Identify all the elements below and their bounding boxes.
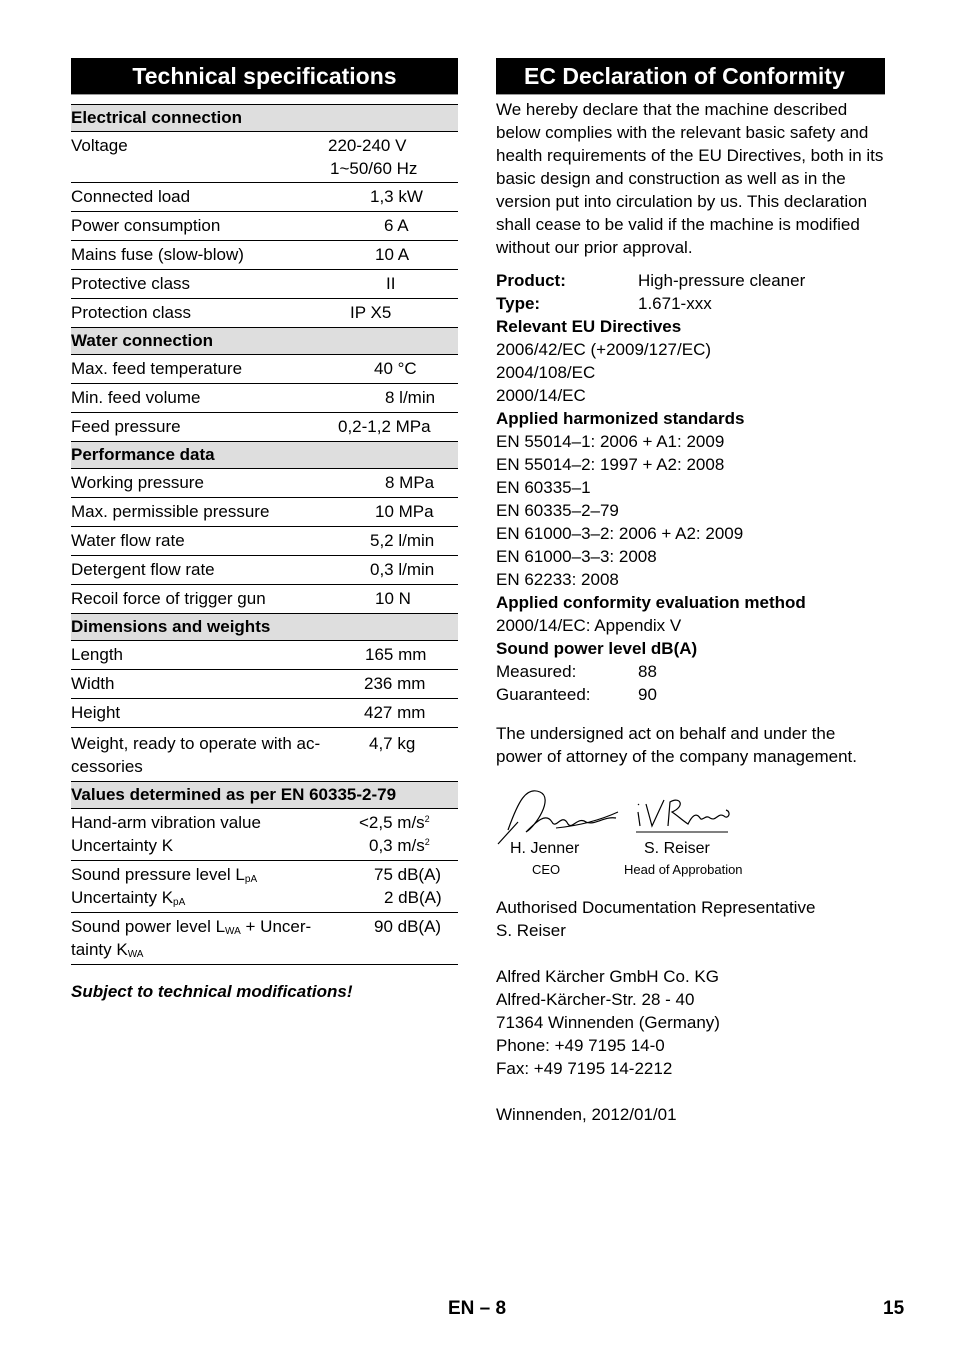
footer-language-code: EN – 8 bbox=[448, 1298, 507, 1319]
row-value: II bbox=[386, 274, 396, 293]
table-row bbox=[71, 241, 458, 270]
standard-item: EN 61000–3–3: 2008 bbox=[496, 547, 657, 566]
standard-item: EN 60335–1 bbox=[496, 478, 591, 497]
label-subscript: WA bbox=[127, 949, 144, 960]
row-label: Water flow rate bbox=[71, 531, 185, 550]
section-header: Values determined as per EN 60335-2-79 bbox=[71, 782, 458, 809]
row-label-continued: cessories bbox=[71, 757, 143, 776]
undersigned-statement: The undersigned act on behalf and under the power of attorney of the company management. bbox=[496, 724, 857, 766]
signer-name: S. Reiser bbox=[644, 840, 710, 857]
method-heading: Applied conformity evaluation method bbox=[496, 593, 806, 612]
row-label: Protection class bbox=[71, 303, 191, 322]
label-text: + Uncer- bbox=[240, 917, 312, 936]
row-value-secondary bbox=[369, 834, 430, 857]
row-value: 10 A bbox=[375, 245, 410, 264]
product-line bbox=[496, 269, 885, 292]
row-value: 4,7 kg bbox=[369, 734, 416, 753]
standard-item: EN 61000–3–2: 2006 + A2: 2009 bbox=[496, 524, 744, 543]
auth-rep-name: S. Reiser bbox=[496, 921, 566, 940]
documentation-representative bbox=[496, 896, 885, 1126]
type-line bbox=[496, 292, 885, 315]
row-label: Max. permissible pressure bbox=[71, 502, 270, 521]
table-row bbox=[71, 469, 458, 498]
directives-heading: Relevant EU Directives bbox=[496, 317, 682, 336]
section-header: Dimensions and weights bbox=[71, 614, 458, 641]
table-row bbox=[71, 809, 458, 861]
guaranteed-label: Guaranteed: bbox=[496, 685, 591, 704]
modifications-note: Subject to technical modifications! bbox=[71, 982, 353, 1001]
signer-role: CEO bbox=[532, 862, 561, 877]
table-row bbox=[71, 641, 458, 670]
row-label bbox=[71, 863, 343, 886]
row-label: Recoil force of trigger gun bbox=[71, 589, 266, 608]
row-value bbox=[359, 811, 430, 834]
technical-specifications-column bbox=[71, 58, 458, 1002]
directive-item: 2000/14/EC bbox=[496, 386, 586, 405]
row-value: 8 l/min bbox=[385, 388, 436, 407]
vibration-value: <2,5 m/s bbox=[359, 813, 425, 832]
row-label: Length bbox=[71, 645, 123, 664]
table-row bbox=[71, 556, 458, 585]
method-value: 2000/14/EC: Appendix V bbox=[496, 616, 682, 635]
page-number: 15 bbox=[883, 1298, 905, 1319]
table-row bbox=[71, 585, 458, 614]
row-value: 10 MPa bbox=[375, 502, 434, 521]
row-label: Mains fuse (slow-blow) bbox=[71, 245, 244, 264]
table-row bbox=[71, 498, 458, 527]
row-value-secondary: 1~50/60 Hz bbox=[330, 159, 418, 178]
address-line: Phone: +49 7195 14-0 bbox=[496, 1036, 665, 1055]
product-value: High-pressure cleaner bbox=[638, 271, 806, 290]
product-details bbox=[496, 269, 885, 706]
row-value: 8 MPa bbox=[385, 473, 435, 492]
row-value: 1,3 kW bbox=[370, 187, 423, 206]
row-value-secondary: 2 dB(A) bbox=[384, 888, 442, 907]
row-label-continued bbox=[71, 938, 343, 961]
type-value: 1.671-xxx bbox=[638, 294, 712, 313]
row-label: Width bbox=[71, 674, 115, 693]
signer-role: Head of Approbation bbox=[624, 862, 743, 877]
type-label: Type: bbox=[496, 294, 541, 313]
ec-declaration-title: EC Declaration of Conformity bbox=[496, 58, 885, 95]
unit-superscript: 2 bbox=[424, 814, 430, 824]
row-label: Connected load bbox=[71, 187, 191, 206]
directive-item: 2004/108/EC bbox=[496, 363, 596, 382]
table-row bbox=[71, 861, 458, 913]
row-label bbox=[71, 915, 343, 938]
section-header: Performance data bbox=[71, 442, 458, 469]
table-row bbox=[71, 728, 458, 782]
row-value: 40 °C bbox=[374, 359, 417, 378]
standard-item: EN 62233: 2008 bbox=[496, 570, 619, 589]
row-label: Feed pressure bbox=[71, 417, 181, 436]
row-label-continued: Uncertainty K bbox=[71, 836, 174, 855]
row-value: 75 dB(A) bbox=[374, 865, 442, 884]
measured-label: Measured: bbox=[496, 662, 577, 681]
row-value: 236 mm bbox=[364, 674, 426, 693]
standard-item: EN 60335–2–79 bbox=[496, 501, 619, 520]
row-label: Height bbox=[71, 703, 121, 722]
label-subscript: WA bbox=[225, 926, 241, 937]
table-row bbox=[71, 527, 458, 556]
directive-item: 2006/42/EC (+2009/127/EC) bbox=[496, 340, 712, 359]
row-label: Power consumption bbox=[71, 216, 221, 235]
address-line: Alfred-Kärcher-Str. 28 - 40 bbox=[496, 990, 695, 1009]
table-row bbox=[71, 132, 458, 183]
sound-heading: Sound power level dB(A) bbox=[496, 639, 698, 658]
place-date: Winnenden, 2012/01/01 bbox=[496, 1105, 677, 1124]
row-label: Hand-arm vibration value bbox=[71, 813, 261, 832]
row-label: Detergent flow rate bbox=[71, 560, 215, 579]
table-row bbox=[71, 699, 458, 728]
row-label: Voltage bbox=[71, 136, 128, 155]
standard-item: EN 55014–2: 1997 + A2: 2008 bbox=[496, 455, 725, 474]
row-value: 10 N bbox=[375, 589, 411, 608]
uncertainty-value: 0,3 m/s bbox=[369, 836, 425, 855]
signature-block bbox=[496, 782, 885, 882]
table-row bbox=[71, 355, 458, 384]
table-row bbox=[71, 913, 458, 965]
label-subscript: pA bbox=[173, 897, 186, 908]
tech-spec-title: Technical specifications bbox=[71, 58, 458, 95]
label-text: Uncertainty K bbox=[71, 888, 174, 907]
unit-superscript: 2 bbox=[424, 837, 430, 847]
declaration-intro: We hereby declare that the machine described below complies with the relevant basic safety and health requirements of the EU Directives, both in its basic design and construction as well as in the version put into circulation by us. This declaration shall cease to be valid if the machine is modified without our prior approval. bbox=[496, 100, 884, 257]
ec-declaration-column bbox=[496, 58, 885, 1126]
row-value: 6 A bbox=[384, 216, 409, 235]
signer-name: H. Jenner bbox=[510, 840, 580, 857]
label-subscript: pA bbox=[244, 874, 258, 885]
auth-rep-title: Authorised Documentation Representative bbox=[496, 898, 816, 917]
row-label: Protective class bbox=[71, 274, 191, 293]
row-label: Max. feed temperature bbox=[71, 359, 243, 378]
address-line: Fax: +49 7195 14-2212 bbox=[496, 1059, 673, 1078]
row-label: Weight, ready to operate with ac- bbox=[71, 734, 321, 753]
row-value: IP X5 bbox=[350, 303, 392, 322]
table-row bbox=[71, 384, 458, 413]
section-header: Water connection bbox=[71, 328, 458, 355]
row-value: 90 dB(A) bbox=[374, 917, 442, 936]
table-row bbox=[71, 670, 458, 699]
table-row bbox=[71, 183, 458, 212]
address-line: Alfred Kärcher GmbH Co. KG bbox=[496, 967, 719, 986]
row-label: Working pressure bbox=[71, 473, 204, 492]
section-header: Electrical connection bbox=[71, 105, 458, 132]
guaranteed-value: 90 bbox=[638, 685, 657, 704]
table-row bbox=[71, 299, 458, 328]
table-row bbox=[71, 413, 458, 442]
label-text: Sound pressure level L bbox=[71, 865, 245, 884]
row-value: 0,2-1,2 MPa bbox=[338, 417, 431, 436]
spec-table bbox=[71, 104, 458, 965]
row-label-continued bbox=[71, 886, 343, 909]
product-label: Product: bbox=[496, 271, 566, 290]
table-row bbox=[71, 270, 458, 299]
row-value: 220-240 V bbox=[328, 136, 407, 155]
table-row bbox=[71, 212, 458, 241]
address-line: 71364 Winnenden (Germany) bbox=[496, 1013, 720, 1032]
row-value: 427 mm bbox=[364, 703, 426, 722]
label-text: Sound power level L bbox=[71, 917, 226, 936]
standard-item: EN 55014–1: 2006 + A1: 2009 bbox=[496, 432, 725, 451]
measured-value: 88 bbox=[638, 662, 657, 681]
row-label: Min. feed volume bbox=[71, 388, 201, 407]
standards-heading: Applied harmonized standards bbox=[496, 409, 745, 428]
guaranteed-line bbox=[496, 683, 885, 706]
measured-line bbox=[496, 660, 885, 683]
label-text: tainty K bbox=[71, 940, 128, 959]
row-value: 0,3 l/min bbox=[370, 560, 435, 579]
row-value: 165 mm bbox=[365, 645, 427, 664]
row-value: 5,2 l/min bbox=[370, 531, 435, 550]
